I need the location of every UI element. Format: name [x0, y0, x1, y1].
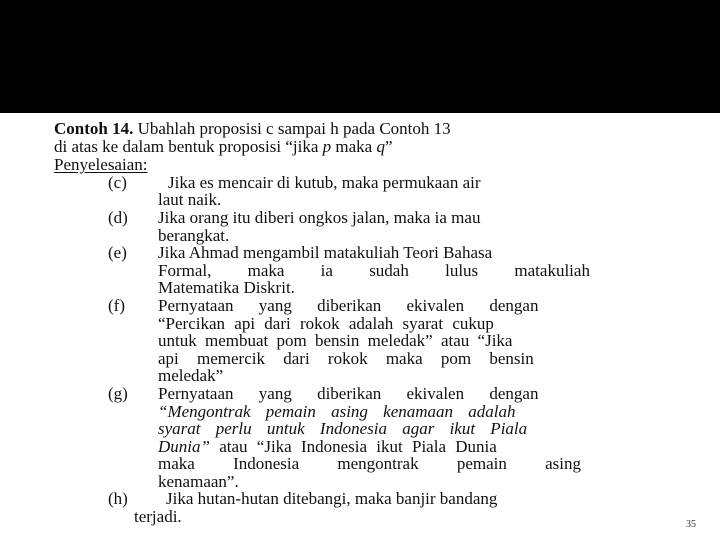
item-marker-f: (f) — [108, 295, 125, 315]
answer-item-d — [54, 209, 690, 244]
item-f-line-5: meledak” — [158, 366, 224, 386]
answer-item-g — [54, 385, 690, 491]
item-e-line-3: Matematika Diskrit. — [158, 278, 295, 298]
item-marker-e: (e) — [108, 243, 127, 263]
example-text-line-1: Ubahlah proposisi c sampai h pada Contoh 13 — [137, 119, 451, 138]
title-band — [0, 0, 720, 113]
slide-content — [54, 120, 690, 526]
item-c-line-2: laut naik. — [158, 190, 222, 210]
answer-item-f — [54, 297, 690, 385]
item-d-line-2: berangkat. — [158, 225, 230, 245]
item-marker-d: (d) — [108, 207, 128, 227]
item-g-line-1: Pernyataan yang diberikan ekivalen dengan — [158, 383, 539, 403]
page-number: 35 — [686, 519, 696, 530]
item-d-line-1: Jika orang itu diberi ongkos jalan, maka ia mau — [158, 207, 481, 227]
item-g-line-6: kenamaan”. — [158, 471, 239, 491]
variable-q: q — [376, 136, 385, 156]
item-f-line-3: untuk membuat pom bensin meledak” atau “Jika — [158, 331, 513, 351]
example-text-maka: maka — [331, 136, 377, 156]
example-text-line-2-start: di atas ke dalam bentuk proposisi “jika — [54, 136, 323, 156]
item-h-line-2: terjadi. — [134, 507, 182, 527]
answer-item-e — [54, 244, 690, 297]
example-text-line-2-end: ” — [384, 136, 393, 156]
item-c-line-1: Jika es mencair di kutub, maka permukaan air — [168, 172, 481, 192]
answer-item-c — [54, 174, 690, 209]
example-heading-line-2 — [54, 138, 690, 156]
item-g-line-4 — [158, 438, 690, 456]
item-h-line-1: Jika hutan-hutan ditebangi, maka banjir bandang — [166, 489, 498, 509]
solution-heading — [54, 155, 690, 174]
item-f-line-1: Pernyataan yang diberikan ekivalen dengan — [158, 295, 539, 315]
item-marker-c: (c) — [108, 172, 127, 192]
example-title: Contoh 14. — [54, 119, 134, 138]
item-e-line-2: Formal, maka ia sudah lulus matakuliah — [158, 260, 590, 280]
item-f-line-2: “Percikan api dari rokok adalah syarat cukup — [158, 313, 494, 333]
answer-item-h — [54, 490, 690, 525]
item-f-line-4: api memercik dari rokok maka pom bensin — [158, 348, 534, 368]
item-marker-g: (g) — [108, 383, 128, 403]
item-e-line-1: Jika Ahmad mengambil matakuliah Teori Bahasa — [158, 243, 493, 263]
item-marker-h: (h) — [108, 489, 128, 509]
example-heading-line-1 — [54, 120, 690, 138]
solution-label: Penyelesaian: — [54, 155, 148, 175]
item-g-line-3: syarat perlu untuk Indonesia agar ikut Piala — [158, 419, 528, 439]
item-g-line-4-rest: atau “Jika Indonesia ikut Piala Dunia — [209, 436, 497, 456]
item-g-line-4-italic: Dunia” — [158, 436, 210, 456]
item-g-line-5: maka Indonesia mengontrak pemain asing — [158, 454, 582, 474]
item-g-line-2: “Mengontrak pemain asing kenamaan adalah — [158, 401, 516, 421]
variable-p: p — [322, 136, 332, 156]
